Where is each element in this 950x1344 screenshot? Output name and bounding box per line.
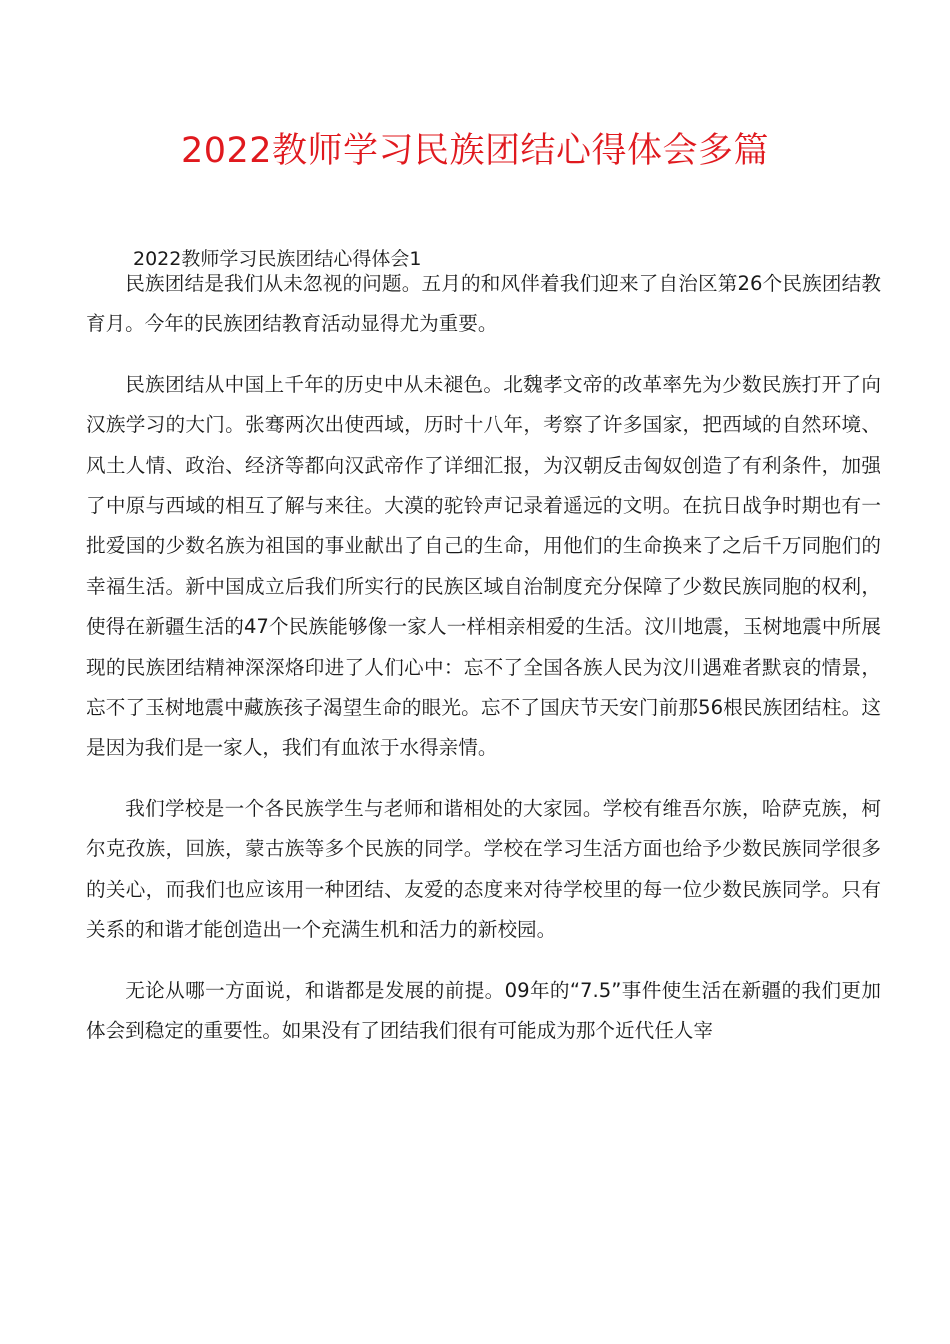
paragraph-3: 我们学校是一个各民族学生与老师和谐相处的大家园。学校有维吾尔族，哈萨克族，柯尔克孜族，回族，蒙古族等多个民族的同学。学校在学习生活方面也给予少数民族同学很多的关心，而我们也应该用一种团结、友爱的态度来对待学校里的每一位少数民族同学。只有关系的和谐才能创造出一个充满生机和活力的新校园。 <box>86 796 881 942</box>
paragraph-1: 民族团结是我们从未忽视的问题。五月的和风伴着我们迎来了自治区第26个民族团结教育月。今年的民族团结教育活动显得尤为重要。 <box>86 272 881 336</box>
paragraph-4: 无论从哪一方面说，和谐都是发展的前提。09年的“7.5”事件使生活在新疆的我们更加体会到稳定的重要性。如果没有了团结我们很有可能成为那个近代任人宰 <box>86 978 881 1042</box>
document-title: 2022教师学习民族团结心得体会多篇 <box>180 131 770 172</box>
section-heading: 2022教师学习民族团结心得体会1 <box>133 248 422 270</box>
paragraph-2: 民族团结从中国上千年的历史中从未褪色。北魏孝文帝的改革率先为少数民族打开了向汉族学习的大门。张骞两次出使西域，历时十八年，考察了许多国家，把西域的自然环境、风土人情、政治、经济等都向汉武帝作了详细汇报，为汉朝反击匈奴创造了有利条件，加强了中原与西域的相互了解与来往。大漠的驼铃声记录着遥远的文明。在抗日战争时期也有一批爱国的少数名族为祖国的事业献出了自己的生命，用他们的生命换来了之后千万同胞们的幸福生活。新中国成立后我们所实行的民族区域自治制度充分保障了少数民族同胞的权利，使得在新疆生活的47个民族能够像一家人一样相亲相爱的生活。汶川地震，玉树地震中所展现的民族团结精神深深烙印进了人们心中：忘不了全国各族人民为汶川遇难者默哀的情景，忘不了玉树地震中藏族孩子渴望生命的眼光。忘不了国庆节天安门前那56根民族团结柱。这是因为我们是一家人，我们有血浓于水得亲情。 <box>86 372 881 760</box>
document-body <box>86 264 881 1071</box>
